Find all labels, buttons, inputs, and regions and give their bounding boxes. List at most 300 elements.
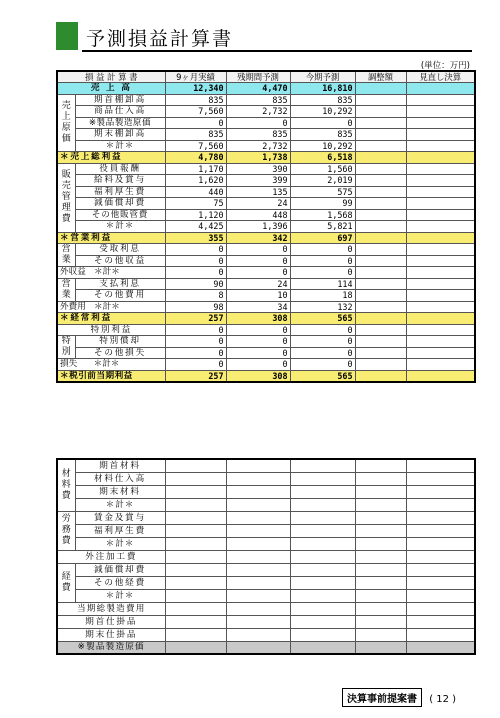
cell-revised <box>406 324 475 336</box>
cell-adjustment <box>355 324 406 336</box>
cell-adjustment <box>355 459 406 472</box>
cell-remaining <box>226 576 290 589</box>
cell-adjustment <box>355 163 406 175</box>
row-noe-0 <box>57 278 475 290</box>
row-sl-1 <box>57 347 475 359</box>
cell-forecast <box>290 498 355 511</box>
row-noe-1 <box>57 290 475 302</box>
cell-forecast: 99 <box>290 198 355 210</box>
cell-actual <box>165 589 226 602</box>
group-label-sl: 特別 <box>57 336 75 359</box>
row-label: 賃金及賞与 <box>75 511 165 524</box>
group-tail-label: 外収益 <box>60 267 86 278</box>
document-name-label: 決算事前提案書 <box>342 688 422 707</box>
row-noi-1 <box>57 255 475 267</box>
group-label-expenses: 経費 <box>57 563 75 602</box>
cell-adjustment <box>355 589 406 602</box>
cell-forecast: 565 <box>290 370 355 382</box>
cell-remaining <box>226 537 290 550</box>
row-mat-total <box>57 498 475 511</box>
profit-loss-table <box>56 70 476 383</box>
cell-forecast: 0 <box>290 244 355 256</box>
row-label: 減価償却費 <box>75 563 165 576</box>
cell-adjustment <box>355 129 406 141</box>
cell-forecast: 0 <box>290 117 355 129</box>
row-labor-total <box>57 537 475 550</box>
cell-revised <box>406 232 475 244</box>
cell-actual <box>165 628 226 641</box>
cell-actual: 0 <box>165 244 226 256</box>
page-footer <box>342 688 456 707</box>
cell-remaining: 0 <box>226 267 290 279</box>
cell-actual: 7,560 <box>165 106 226 118</box>
row-label: その他収益 <box>75 255 165 267</box>
cell-actual: 8 <box>165 290 226 302</box>
cell-adjustment <box>355 255 406 267</box>
cell-adjustment <box>355 602 406 615</box>
cell-forecast: 0 <box>290 255 355 267</box>
row-label: 給料及賞与 <box>75 175 165 187</box>
cell-adjustment <box>355 313 406 325</box>
cell-actual: 355 <box>165 232 226 244</box>
cell-actual: 90 <box>165 278 226 290</box>
row-cogs-3 <box>57 129 475 141</box>
cell-remaining <box>226 459 290 472</box>
cell-remaining: 2,732 <box>226 140 290 152</box>
cell-forecast <box>290 511 355 524</box>
cell-revised <box>406 278 475 290</box>
cell-remaining: 2,732 <box>226 106 290 118</box>
cell-adjustment <box>355 641 406 654</box>
cell-actual: 1,170 <box>165 163 226 175</box>
cell-adjustment <box>355 628 406 641</box>
cell-forecast: 0 <box>290 267 355 279</box>
cell-remaining <box>226 498 290 511</box>
cell-revised <box>406 129 475 141</box>
cell-actual: 0 <box>165 347 226 359</box>
row-noi-0 <box>57 244 475 256</box>
cell-forecast: 697 <box>290 232 355 244</box>
cell-adjustment <box>355 232 406 244</box>
cell-remaining <box>226 615 290 628</box>
cell-remaining: 24 <box>226 278 290 290</box>
cell-revised <box>406 602 475 615</box>
cell-revised <box>406 336 475 348</box>
row-ordinary-profit <box>57 313 475 325</box>
cell-remaining <box>226 550 290 563</box>
row-cogs-0 <box>57 94 475 106</box>
cell-adjustment <box>355 524 406 537</box>
row-sga-3 <box>57 198 475 210</box>
row-cogs-1 <box>57 106 475 118</box>
cell-remaining: 0 <box>226 244 290 256</box>
cell-adjustment <box>355 198 406 210</box>
group-label-labor: 労務費 <box>57 511 75 550</box>
row-label: 材料仕入高 <box>75 472 165 485</box>
row-sga-total <box>57 221 475 233</box>
col-header-revised: 見直し決算 <box>406 71 475 83</box>
row-cogs-total <box>57 140 475 152</box>
row-mat-2 <box>57 485 475 498</box>
cell-remaining: 399 <box>226 175 290 187</box>
row-label: ＊計＊ <box>75 537 165 550</box>
row-label: 外注加工費 <box>57 550 165 563</box>
row-label: 期首仕掛品 <box>57 615 165 628</box>
row-cogm <box>57 641 475 654</box>
col-header-actual: 9ヶ月実績 <box>165 71 226 83</box>
row-operating-profit <box>57 232 475 244</box>
row-label: 商品仕入高 <box>75 106 165 118</box>
row-label: ※製品製造原価 <box>57 641 165 654</box>
row-label: ＊計＊ <box>75 589 165 602</box>
cell-actual: 257 <box>165 370 226 382</box>
cell-remaining: 1,396 <box>226 221 290 233</box>
row-special-profit <box>57 324 475 336</box>
cell-adjustment <box>355 301 406 313</box>
row-exp-0 <box>57 563 475 576</box>
row-pretax-profit <box>57 370 475 382</box>
cell-forecast: 2,019 <box>290 175 355 187</box>
cell-forecast <box>290 459 355 472</box>
row-exp-total <box>57 589 475 602</box>
cell-revised <box>406 94 475 106</box>
row-label: 役員報酬 <box>75 163 165 175</box>
cell-revised <box>406 589 475 602</box>
cell-actual <box>165 498 226 511</box>
row-label: その他販管費 <box>75 209 165 221</box>
row-sga-4 <box>57 209 475 221</box>
cell-actual <box>165 485 226 498</box>
cell-remaining <box>226 641 290 654</box>
row-label: 売 上 高 <box>57 83 165 95</box>
cell-forecast: 1,568 <box>290 209 355 221</box>
row-wip-0 <box>57 615 475 628</box>
cell-revised <box>406 198 475 210</box>
col-header-adjustment: 調整額 <box>355 71 406 83</box>
cell-adjustment <box>355 485 406 498</box>
cell-remaining <box>226 472 290 485</box>
col-header-remaining: 残期間予測 <box>226 71 290 83</box>
cell-actual <box>165 550 226 563</box>
row-outsource <box>57 550 475 563</box>
group-tail-label: 外費用 <box>60 301 86 312</box>
cell-adjustment <box>355 175 406 187</box>
row-wip-1 <box>57 628 475 641</box>
cell-adjustment <box>355 83 406 95</box>
cell-remaining: 390 <box>226 163 290 175</box>
cell-actual: 75 <box>165 198 226 210</box>
cell-forecast: 0 <box>290 359 355 371</box>
row-label: 減価償却費 <box>75 198 165 210</box>
cell-revised <box>406 175 475 187</box>
row-label <box>57 301 165 313</box>
cell-remaining: 835 <box>226 94 290 106</box>
row-label: 期末棚卸高 <box>75 129 165 141</box>
cell-revised <box>406 524 475 537</box>
cell-actual: 257 <box>165 313 226 325</box>
cell-actual: 7,560 <box>165 140 226 152</box>
row-sl-total <box>57 359 475 371</box>
row-label: 支払利息 <box>75 278 165 290</box>
cell-adjustment <box>355 267 406 279</box>
cell-remaining: 4,470 <box>226 83 290 95</box>
header-row <box>57 71 475 83</box>
cell-adjustment <box>355 563 406 576</box>
cell-adjustment <box>355 209 406 221</box>
cell-revised <box>406 117 475 129</box>
row-label: 特別償却 <box>75 336 165 348</box>
cell-actual <box>165 537 226 550</box>
cell-actual: 0 <box>165 117 226 129</box>
cell-remaining: 448 <box>226 209 290 221</box>
row-sl-0 <box>57 336 475 348</box>
cell-actual <box>165 615 226 628</box>
group-label-noi: 営業 <box>57 244 75 267</box>
cell-remaining: 0 <box>226 347 290 359</box>
row-sga-1 <box>57 175 475 187</box>
cell-remaining: 835 <box>226 129 290 141</box>
cell-forecast <box>290 576 355 589</box>
cell-adjustment <box>355 537 406 550</box>
cell-forecast <box>290 589 355 602</box>
cell-forecast: 0 <box>290 347 355 359</box>
cell-forecast: 114 <box>290 278 355 290</box>
cell-forecast: 16,810 <box>290 83 355 95</box>
group-tail-label: 損失 <box>60 359 78 370</box>
cell-remaining: 0 <box>226 324 290 336</box>
cell-actual: 1,620 <box>165 175 226 187</box>
row-label: その他損失 <box>75 347 165 359</box>
cell-forecast: 0 <box>290 336 355 348</box>
cell-revised <box>406 152 475 164</box>
cell-forecast <box>290 472 355 485</box>
col-header-statement: 損 益 計 算 書 <box>57 71 165 83</box>
cell-forecast <box>290 524 355 537</box>
cell-actual <box>165 524 226 537</box>
cell-revised <box>406 628 475 641</box>
cell-forecast <box>290 602 355 615</box>
total-label: ＊計＊ <box>94 267 120 278</box>
col-header-forecast: 今期予測 <box>290 71 355 83</box>
cell-actual <box>165 576 226 589</box>
page-header <box>56 22 472 54</box>
cell-remaining: 0 <box>226 117 290 129</box>
row-gross-profit <box>57 152 475 164</box>
cell-remaining <box>226 563 290 576</box>
cell-forecast: 0 <box>290 324 355 336</box>
cell-revised <box>406 301 475 313</box>
title-underline <box>82 50 472 52</box>
cell-revised <box>406 290 475 302</box>
row-label: その他経費 <box>75 576 165 589</box>
cell-revised <box>406 244 475 256</box>
cell-actual: 0 <box>165 324 226 336</box>
cell-remaining: 135 <box>226 186 290 198</box>
cell-remaining: 24 <box>226 198 290 210</box>
cell-forecast: 575 <box>290 186 355 198</box>
cell-forecast: 6,518 <box>290 152 355 164</box>
cell-adjustment <box>355 472 406 485</box>
cell-revised <box>406 550 475 563</box>
cell-adjustment <box>355 290 406 302</box>
row-label: ※製品製造原価 <box>75 117 165 129</box>
row-label <box>57 267 165 279</box>
cell-revised <box>406 459 475 472</box>
row-label: ＊営業利益 <box>57 232 165 244</box>
cell-revised <box>406 511 475 524</box>
cell-actual: 4,425 <box>165 221 226 233</box>
cell-remaining: 342 <box>226 232 290 244</box>
page-number: ( 12 ) <box>429 694 457 705</box>
unit-label: (単位：万円) <box>420 61 470 71</box>
cell-revised <box>406 359 475 371</box>
cell-actual: 835 <box>165 94 226 106</box>
cell-revised <box>406 221 475 233</box>
cell-adjustment <box>355 221 406 233</box>
cell-adjustment <box>355 615 406 628</box>
cell-actual <box>165 602 226 615</box>
cell-actual: 4,780 <box>165 152 226 164</box>
cell-forecast <box>290 537 355 550</box>
cell-actual <box>165 472 226 485</box>
cell-remaining <box>226 485 290 498</box>
cell-adjustment <box>355 576 406 589</box>
row-cogs-2 <box>57 117 475 129</box>
cell-adjustment <box>355 359 406 371</box>
page-title: 予測損益計算書 <box>86 28 234 50</box>
cell-forecast <box>290 563 355 576</box>
row-label: 福利厚生費 <box>75 186 165 198</box>
cell-remaining: 34 <box>226 301 290 313</box>
cell-revised <box>406 106 475 118</box>
group-label-cogs: 売上原価 <box>57 94 75 152</box>
cell-forecast: 835 <box>290 129 355 141</box>
row-label: ＊税引前当期利益 <box>57 370 165 382</box>
row-noe-total <box>57 301 475 313</box>
cell-forecast: 835 <box>290 94 355 106</box>
cell-revised <box>406 615 475 628</box>
cell-revised <box>406 83 475 95</box>
cell-remaining <box>226 602 290 615</box>
cell-adjustment <box>355 347 406 359</box>
cell-actual: 0 <box>165 336 226 348</box>
row-label: ＊経常利益 <box>57 313 165 325</box>
row-label: ＊計＊ <box>75 221 165 233</box>
row-label: 当期総製造費用 <box>57 602 165 615</box>
cell-actual: 0 <box>165 359 226 371</box>
row-noi-total <box>57 267 475 279</box>
cell-revised <box>406 313 475 325</box>
title-marker <box>56 22 78 50</box>
cell-actual: 0 <box>165 267 226 279</box>
row-sga-0 <box>57 163 475 175</box>
cell-forecast <box>290 641 355 654</box>
cell-forecast: 10,292 <box>290 106 355 118</box>
row-exp-1 <box>57 576 475 589</box>
cell-remaining: 0 <box>226 336 290 348</box>
cell-remaining <box>226 589 290 602</box>
cell-remaining: 308 <box>226 313 290 325</box>
cell-actual: 98 <box>165 301 226 313</box>
cell-forecast: 18 <box>290 290 355 302</box>
row-labor-0 <box>57 511 475 524</box>
cell-forecast <box>290 628 355 641</box>
group-label-materials: 材料費 <box>57 459 75 511</box>
cell-actual <box>165 563 226 576</box>
cell-revised <box>406 163 475 175</box>
row-label: ＊計＊ <box>75 140 165 152</box>
cell-forecast: 1,560 <box>290 163 355 175</box>
total-label: ＊計＊ <box>93 359 120 370</box>
cell-forecast: 10,292 <box>290 140 355 152</box>
cell-remaining <box>226 524 290 537</box>
cell-adjustment <box>355 336 406 348</box>
cell-adjustment <box>355 94 406 106</box>
cell-actual <box>165 641 226 654</box>
row-label: 期首棚卸高 <box>75 94 165 106</box>
cell-revised <box>406 498 475 511</box>
group-label-noe: 営業 <box>57 278 75 301</box>
cell-adjustment <box>355 117 406 129</box>
row-label: その他費用 <box>75 290 165 302</box>
cell-revised <box>406 537 475 550</box>
row-label: ＊計＊ <box>75 498 165 511</box>
row-label: 特別利益 <box>57 324 165 336</box>
row-mat-0 <box>57 459 475 472</box>
row-label: 期末仕掛品 <box>57 628 165 641</box>
cell-revised <box>406 563 475 576</box>
row-label <box>57 359 165 371</box>
total-label: ＊計＊ <box>94 301 120 312</box>
cell-forecast: 565 <box>290 313 355 325</box>
cell-actual: 440 <box>165 186 226 198</box>
cell-adjustment <box>355 498 406 511</box>
cell-adjustment <box>355 186 406 198</box>
cell-adjustment <box>355 140 406 152</box>
row-label: 期末材料 <box>75 485 165 498</box>
cell-adjustment <box>355 278 406 290</box>
cell-forecast <box>290 550 355 563</box>
cell-forecast: 132 <box>290 301 355 313</box>
cell-actual <box>165 459 226 472</box>
cell-remaining <box>226 628 290 641</box>
cell-remaining: 0 <box>226 359 290 371</box>
cell-revised <box>406 641 475 654</box>
cell-actual: 1,120 <box>165 209 226 221</box>
cell-revised <box>406 186 475 198</box>
cell-revised <box>406 209 475 221</box>
row-sales <box>57 83 475 95</box>
group-label-sga: 販売管理費 <box>57 163 75 232</box>
cell-revised <box>406 485 475 498</box>
cell-revised <box>406 267 475 279</box>
cell-adjustment <box>355 550 406 563</box>
cell-revised <box>406 370 475 382</box>
cell-revised <box>406 347 475 359</box>
cell-remaining <box>226 511 290 524</box>
cell-adjustment <box>355 370 406 382</box>
row-labor-1 <box>57 524 475 537</box>
cell-forecast: 5,821 <box>290 221 355 233</box>
cell-remaining: 0 <box>226 255 290 267</box>
cell-revised <box>406 140 475 152</box>
row-label: 福利厚生費 <box>75 524 165 537</box>
cell-adjustment <box>355 152 406 164</box>
cell-actual <box>165 511 226 524</box>
cell-actual: 12,340 <box>165 83 226 95</box>
cell-actual: 0 <box>165 255 226 267</box>
manufacturing-cost-table <box>56 458 476 655</box>
